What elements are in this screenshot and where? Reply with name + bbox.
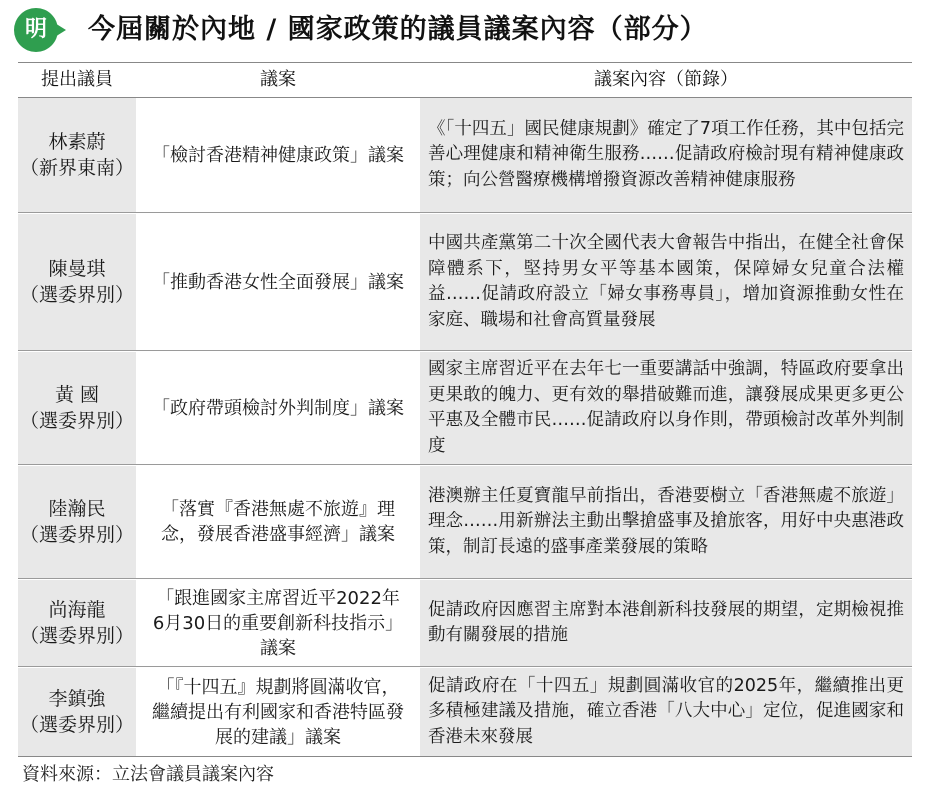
member-name: 黃 國 <box>54 384 100 406</box>
member-constituency: （新界東南） <box>19 157 134 179</box>
header-content: 議案內容（節錄） <box>594 69 738 90</box>
page-title: 今屆關於內地 / 國家政策的議員議案內容（部分） <box>88 14 708 45</box>
member-constituency: （選委界別） <box>19 284 134 306</box>
member-cell <box>18 668 136 756</box>
member-constituency: （選委界別） <box>19 524 134 546</box>
member-cell <box>18 352 136 464</box>
motion-content: 中國共產黨第二十次全國代表大會報告中指出，在健全社會保障體系下，堅持男女平等基本國策，保障婦女兒童合法權益……促請政府設立「婦女事務專員」，增加資源推動女性在家庭、職場和社會高質量發展 <box>428 233 904 330</box>
motion-title: 「推動香港女性全面發展」議案 <box>152 271 404 293</box>
table-header <box>18 62 912 98</box>
header-motion: 議案 <box>260 69 296 90</box>
member-cell <box>18 580 136 666</box>
header-member: 提出議員 <box>41 69 113 90</box>
motion-title: 「跟進國家主席習近平2022年6月30日的重要創新科技指示」議案 <box>152 587 404 659</box>
member-name: 李鎮強 <box>48 688 106 710</box>
table-row <box>18 466 912 579</box>
motion-cell <box>142 668 414 756</box>
content-cell <box>420 580 912 666</box>
motion-cell <box>142 466 414 578</box>
motion-content: 國家主席習近平在去年七一重要講話中強調，特區政府要拿出更果敢的魄力、更有效的舉措破難而進，讓發展成果更多更公平惠及全體市民……促請政府以身作則，帶頭檢討改革外判制度 <box>428 359 904 456</box>
member-constituency: （選委界別） <box>19 410 134 432</box>
member-constituency: （選委界別） <box>19 714 134 736</box>
motion-cell <box>142 214 414 350</box>
source-note: 資料來源：立法會議員議案內容 <box>22 764 274 785</box>
content-cell <box>420 352 912 464</box>
logo-tail <box>50 20 66 40</box>
content-cell <box>420 668 912 756</box>
table-row <box>18 214 912 351</box>
motion-cell <box>142 580 414 666</box>
content-cell <box>420 214 912 350</box>
motion-content: 促請政府在「十四五」規劃圓滿收官的2025年，繼續推出更多積極建議及措施，確立香港「八大中心」定位，促進國家和香港未來發展 <box>428 675 904 747</box>
content-cell <box>420 98 912 212</box>
motion-title: 「『十四五』規劃將圓滿收官，繼續提出有利國家和香港特區發展的建議」議案 <box>152 676 404 748</box>
table-row <box>18 580 912 667</box>
logo-char: 明 <box>24 17 47 42</box>
member-cell <box>18 214 136 350</box>
motion-content: 《「十四五」國民健康規劃》確定了7項工作任務，其中包括完善心理健康和精神衛生服務……促請政府檢討現有精神健康政策；向公營醫療機構增撥資源改善精神健康服務 <box>428 118 904 190</box>
member-cell <box>18 98 136 212</box>
content-cell <box>420 466 912 578</box>
member-constituency: （選委界別） <box>19 625 134 647</box>
member-cell <box>18 466 136 578</box>
member-name: 林素蔚 <box>48 131 106 153</box>
member-name: 陸瀚民 <box>48 498 106 520</box>
member-name: 尚海龍 <box>48 599 106 621</box>
motion-cell <box>142 98 414 212</box>
table-row <box>18 668 912 757</box>
motion-title: 「政府帶頭檢討外判制度」議案 <box>152 397 404 419</box>
title-bar <box>0 0 930 60</box>
member-name: 陳曼琪 <box>48 258 106 280</box>
table-row <box>18 352 912 465</box>
motion-content: 港澳辦主任夏寶龍早前指出，香港要樹立「香港無處不旅遊」理念……用新辦法主動出擊搶盛事及搶旅客，用好中央惠港政策，制訂長遠的盛事產業發展的策略 <box>428 485 904 557</box>
motion-title: 「落實『香港無處不旅遊』理念，發展香港盛事經濟」議案 <box>161 499 395 545</box>
motion-cell <box>142 352 414 464</box>
table-row <box>18 98 912 213</box>
motion-content: 促請政府因應習主席對本港創新科技發展的期望，定期檢視推動有關發展的措施 <box>428 599 904 645</box>
motion-title: 「檢討香港精神健康政策」議案 <box>152 144 404 166</box>
